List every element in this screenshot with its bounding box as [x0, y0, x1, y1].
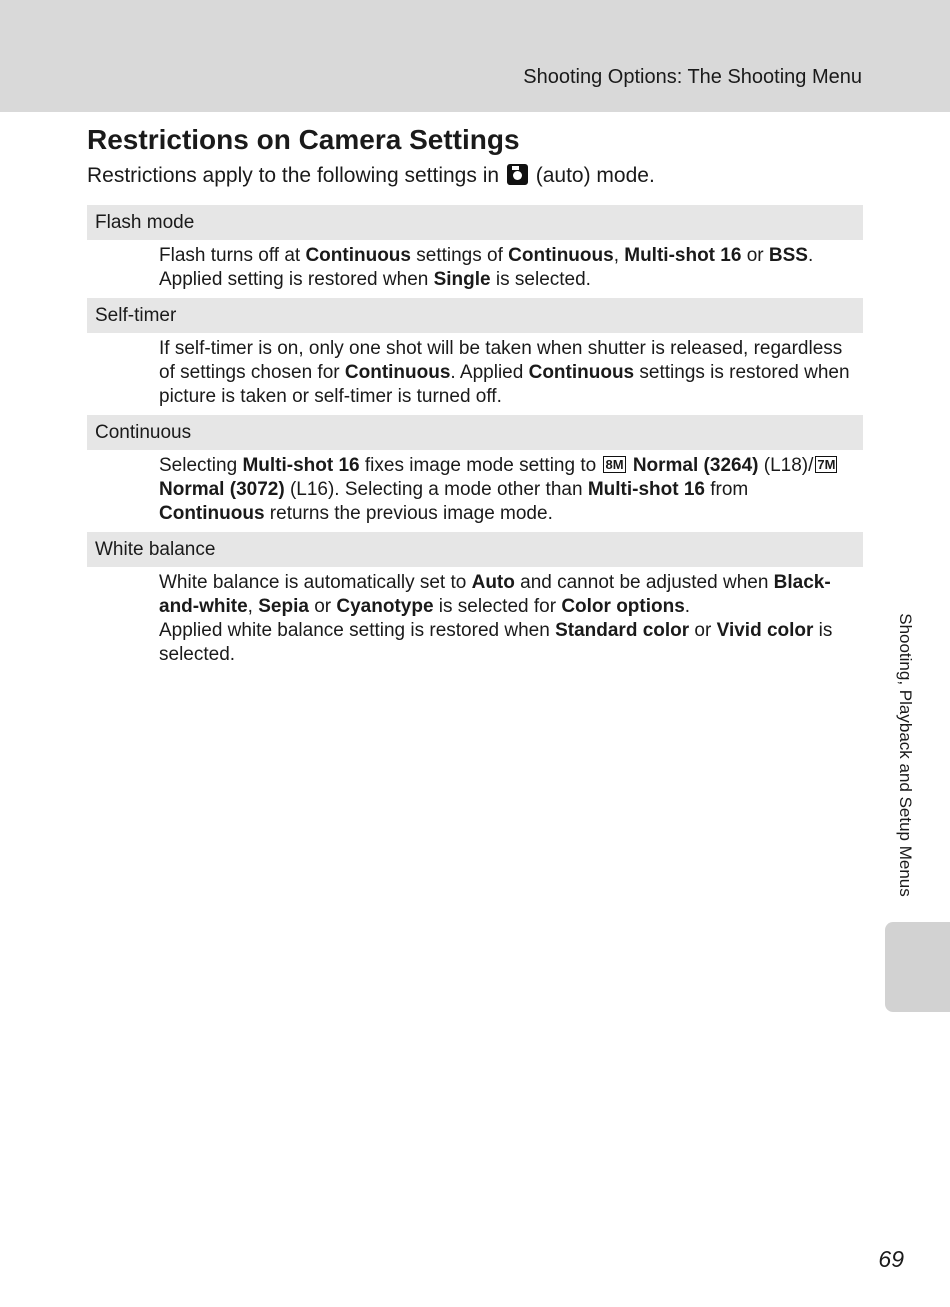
page-number: 69 — [878, 1246, 904, 1272]
page-title: Restrictions on Camera Settings — [87, 124, 520, 155]
setting-name: Normal (3072) — [159, 479, 285, 500]
side-tab — [885, 922, 950, 1012]
setting-name: Multi-shot 16 — [242, 455, 360, 476]
intro-text-before: Restrictions apply to the following settings in — [87, 164, 500, 187]
setting-name: Continuous — [528, 362, 635, 383]
intro-text-after: (auto) mode. — [535, 164, 655, 187]
setting-name: Multi-shot 16 — [587, 479, 705, 500]
setting-name: Continuous — [159, 503, 265, 524]
setting-name: Black-and-white — [159, 572, 831, 617]
intro-sentence — [87, 164, 655, 188]
header-band — [0, 0, 950, 112]
restriction-flash-mode — [87, 205, 863, 298]
restriction-white-balance — [87, 532, 863, 673]
image-mode-8m-icon: 8M — [605, 457, 624, 472]
setting-name: Multi-shot 16 — [624, 245, 742, 266]
side-tab-label: Shooting, Playback and Setup Menus — [896, 613, 915, 897]
setting-name: Cyanotype — [336, 596, 434, 617]
running-header: Shooting Options: The Shooting Menu — [523, 66, 862, 88]
setting-name: BSS — [768, 245, 808, 266]
setting-name: Color options — [561, 596, 685, 617]
restrictions-table — [87, 205, 863, 673]
setting-name: Continuous — [344, 362, 451, 383]
section-body: If self-timer is on, only one shot will be taken when shutter is released, regardless of settings chosen for Continuous. Applied Continuous settings is restored when picture is taken or self-timer is turned off. — [159, 338, 850, 407]
section-body: Flash turns off at Continuous settings of Continuous, Multi-shot 16 or BSS. Applied setting is restored when Single is selected. — [159, 245, 814, 290]
restriction-continuous — [87, 415, 863, 532]
setting-name: Sepia — [258, 596, 309, 617]
section-heading: White balance — [87, 532, 863, 567]
setting-name: Continuous — [305, 245, 411, 266]
section-body: Selecting Multi-shot 16 fixes image mode setting to 8M Normal (3264) (L18)/ 7M Normal (3072) (L16). Selecting a mode other than Multi-shot 16 from Continuous returns the previous image mode. — [159, 455, 836, 524]
setting-name: Single — [433, 269, 491, 290]
section-body: White balance is automatically set to Auto and cannot be adjusted when Black-and-white, Sepia or Cyanotype is selected for Color options. Applied white balance setting is restored when Standard color or Vivid color is selected. — [159, 572, 833, 665]
image-mode-7m-icon: 7M — [817, 457, 836, 472]
section-heading: Continuous — [87, 415, 863, 450]
setting-name: Standard color — [555, 620, 690, 641]
auto-mode-camera-icon — [507, 164, 528, 185]
section-heading: Self-timer — [87, 298, 863, 333]
setting-name: Auto — [471, 572, 515, 593]
section-heading: Flash mode — [87, 205, 863, 240]
setting-name: Continuous — [508, 245, 614, 266]
setting-name: Vivid color — [716, 620, 814, 641]
restriction-self-timer — [87, 298, 863, 415]
setting-name: Normal (3264) — [632, 455, 759, 476]
